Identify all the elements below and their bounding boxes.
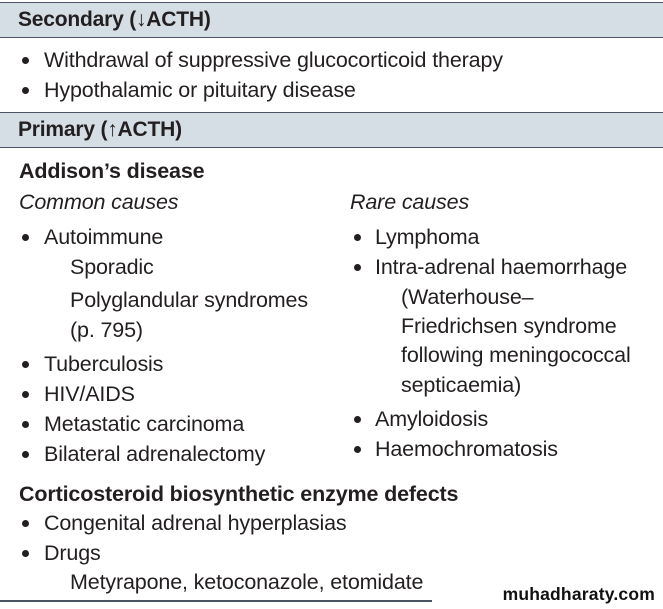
bullet-icon: [22, 361, 29, 368]
bullet-icon: [22, 234, 29, 241]
bullet-icon: [22, 421, 29, 428]
enzyme-drugs: Drugs: [44, 541, 101, 565]
common-polyglandular: Polyglandular syndromes: [70, 288, 308, 312]
bullet-icon: [354, 264, 361, 271]
common-causes-heading: Common causes: [19, 190, 179, 214]
bullet-icon: [22, 57, 29, 64]
common-metastatic: Metastatic carcinoma: [44, 412, 245, 436]
common-autoimmune: Autoimmune: [44, 225, 164, 249]
bottom-rule: [0, 600, 432, 602]
rare-amyloidosis: Amyloidosis: [375, 407, 489, 431]
rare-haemorrhage-note-2: Friedrichsen syndrome: [401, 314, 617, 338]
rare-haemochromatosis: Haemochromatosis: [375, 437, 558, 461]
secondary-item-hypothalamic: Hypothalamic or pituitary disease: [44, 78, 356, 102]
rare-haemorrhage-note-3: following meningococcal: [401, 343, 631, 367]
common-polyglandular-ref: (p. 795): [70, 318, 143, 342]
rare-haemorrhage-note-4: septicaemia): [401, 373, 522, 397]
enzyme-title: Corticosteroid biosynthetic enzyme defects: [19, 482, 459, 506]
primary-header-text: Primary (↑ACTH): [18, 118, 182, 141]
bullet-icon: [354, 234, 361, 241]
bullet-icon: [22, 451, 29, 458]
secondary-header: [0, 2, 663, 38]
secondary-header-text: Secondary (↓ACTH): [18, 8, 211, 31]
common-tuberculosis: Tuberculosis: [44, 352, 164, 376]
enzyme-congenital: Congenital adrenal hyperplasias: [44, 511, 347, 535]
rare-haemorrhage-note-1: (Waterhouse–: [401, 285, 534, 309]
bullet-icon: [22, 391, 29, 398]
bullet-icon: [354, 446, 361, 453]
common-bilateral: Bilateral adrenalectomy: [44, 442, 266, 466]
rare-haemorrhage: Intra-adrenal haemorrhage: [375, 255, 628, 279]
secondary-item-withdrawal: Withdrawal of suppressive glucocorticoid therapy: [44, 48, 503, 72]
enzyme-drug-list: Metyrapone, ketoconazole, etomidate: [70, 570, 424, 594]
common-hiv: HIV/AIDS: [44, 382, 135, 406]
primary-header: [0, 112, 663, 148]
common-sporadic: Sporadic: [70, 255, 154, 279]
bullet-icon: [22, 550, 29, 557]
rare-causes-heading: Rare causes: [350, 190, 470, 214]
bullet-icon: [22, 520, 29, 527]
bullet-icon: [22, 87, 29, 94]
rare-lymphoma: Lymphoma: [375, 225, 480, 249]
watermark: muhadharaty.com: [502, 584, 655, 604]
bullet-icon: [354, 416, 361, 423]
addison-title: Addison’s disease: [19, 159, 205, 183]
